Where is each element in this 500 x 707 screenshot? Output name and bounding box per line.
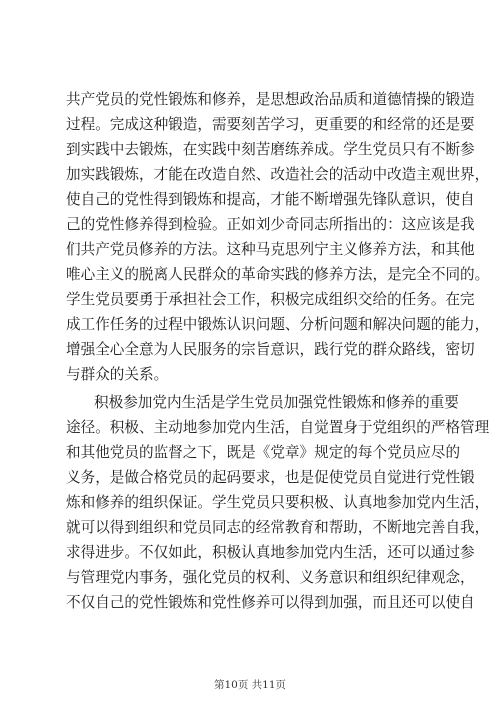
text-line: 不仅自己的党性锻炼和党性修养可以得到加强，而且还可以使自 xyxy=(66,594,475,611)
text-line: 学生党员要勇于承担社会工作，积极完成组织交给的任务。在完 xyxy=(66,291,475,308)
text-line: 们共产党员修养的方法。这种马克思列宁主义修养方法，和其他 xyxy=(66,241,475,258)
text-line: 使自己的党性得到锻炼和提高，才能不断增强先锋队意识，使自 xyxy=(66,191,475,208)
text-line: 义务，是做合格党员的起码要求，也是促使党员自觉进行党性锻 xyxy=(66,469,475,486)
text-line: 求得进步。不仅如此，积极认真地参加党内生活，还可以通过参 xyxy=(66,544,475,561)
text-line: 与管理党内事务，强化党员的权利、义务意识和组织纪律观念， xyxy=(66,569,475,586)
page-number-footer: 第10页 共11页 xyxy=(213,679,287,691)
text-line: 过程。完成这种锻造，需要刻苦学习，更重要的和经常的还是要 xyxy=(66,116,475,133)
paragraph-first-line: 积极参加党内生活是学生党员加强党性锻炼和修养的重要 xyxy=(94,394,459,411)
text-line: 和其他党员的监督之下，既是《党章》规定的每个党员应尽的 xyxy=(66,444,461,461)
text-line: 与群众的关系。 xyxy=(66,366,169,383)
text-line: 增强全心全意为人民服务的宗旨意识，践行党的群众路线，密切 xyxy=(66,341,475,358)
text-line: 唯心主义的脱离人民群众的革命实践的修养方法，是完全不同的。 xyxy=(66,266,490,283)
text-line: 途径。积极、主动地参加党内生活，自觉置身于党组织的严格管理 xyxy=(66,419,490,436)
text-line: 到实践中去锻炼，在实践中刻苦磨练养成。学生党员只有不断参 xyxy=(66,141,475,158)
text-line: 加实践锻炼，才能在改造自然、改造社会的活动中改造主观世界， xyxy=(66,166,490,183)
text-line: 共产党员的党性锻炼和修养，是思想政治品质和道德情操的锻造 xyxy=(66,91,475,108)
text-line: 就可以得到组织和党员同志的经常教育和帮助，不断地完善自我， xyxy=(66,519,490,536)
text-line: 己的党性修养得到检验。正如刘少奇同志所指出的：这应该是我 xyxy=(66,216,475,233)
text-line: 成工作任务的过程中锻炼认识问题、分析问题和解决问题的能力， xyxy=(66,316,490,333)
text-line: 炼和修养的组织保证。学生党员只要积极、认真地参加党内生活， xyxy=(66,494,490,511)
